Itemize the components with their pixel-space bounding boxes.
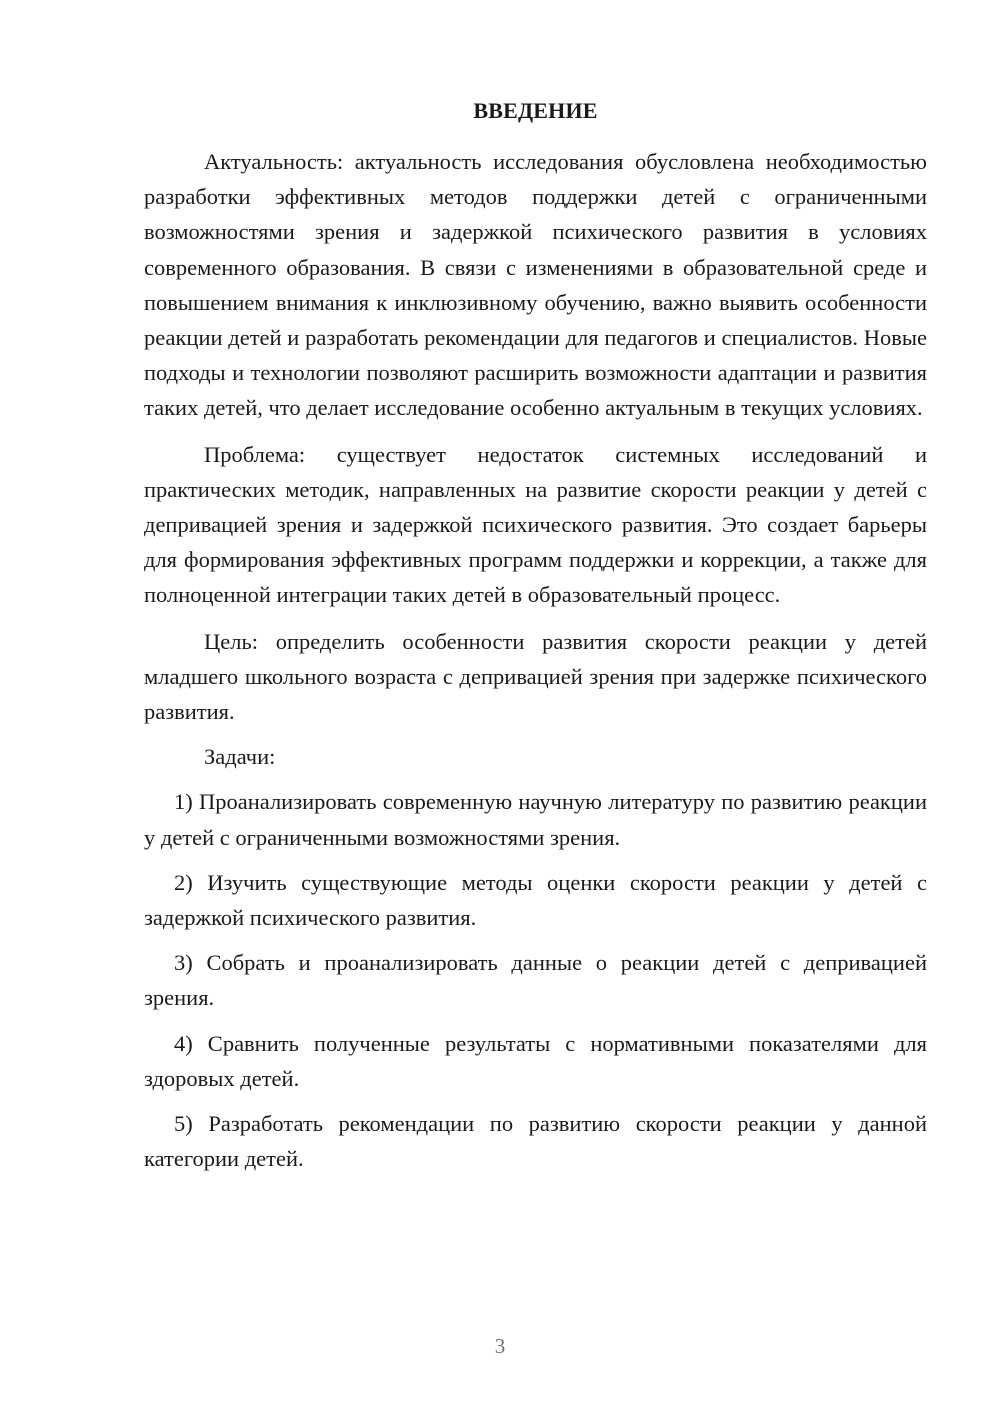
task-item-1: 1) Проанализировать современную научную литературу по развитию реакции у детей с ограниченными возможностями зрения.: [144, 789, 927, 850]
tasks-label: Задачи:: [204, 744, 276, 770]
task-item-3: 3) Собрать и проанализировать данные о реакции детей с депривацией зрения.: [144, 950, 927, 1011]
tasks-list: [144, 784, 927, 1176]
task-item-4: 4) Сравнить полученные результаты с нормативными показателями для здоровых детей.: [144, 1030, 927, 1091]
page-content: [144, 96, 927, 1176]
section-heading: ВВЕДЕНИЕ: [473, 98, 598, 123]
task-item-5: 5) Разработать рекомендации по развитию скорости реакции у данной категории детей.: [144, 1111, 927, 1172]
goal-paragraph: Цель: определить особенности развития скорости реакции у детей младшего школьного возраста с депривацией зрения при задержке психического развития.: [144, 628, 927, 725]
page-number: 3: [494, 1334, 506, 1358]
task-item-2: 2) Изучить существующие методы оценки скорости реакции у детей с задержкой психического развития.: [144, 869, 927, 931]
problem-paragraph: Проблема: существует недостаток системных исследований и практических методик, направленных на развитие скорости реакции у детей с депривацией зрения и задержкой психического развития. Это создает барьеры для формирования эффективных программ поддержки и коррекции, а также для полноценной интеграции таких детей в образовательный процесс.: [144, 441, 927, 608]
relevance-paragraph: Актуальность: актуальность исследования обусловлена необходимостью разработки эффективных методов поддержки детей с ограниченными возможностями зрения и задержкой психического развития в условиях современного образования. В связи с изменениями в образовательной среде и повышением внимания к инклюзивному обучению, важно выявить особенности реакции детей и разработать рекомендации для педагогов и специалистов. Новые подходы и технологии позволяют расширить возможности адаптации и развития таких детей, что делает исследование особенно актуальным в текущих условиях.: [144, 149, 927, 421]
